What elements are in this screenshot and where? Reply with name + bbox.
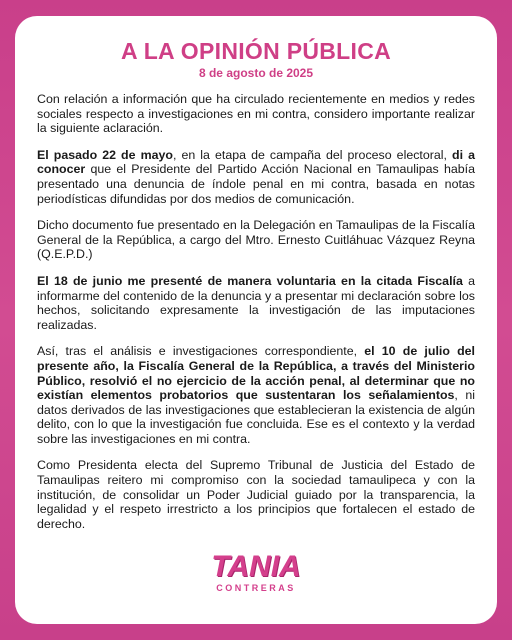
statement-paragraph — [37, 344, 475, 446]
paragraph-text: que el Presidente del Partido Acción Nacional en Tamaulipas había presentado una denuncia de índole penal en mi contra, basada en notas periodísticas difundidas por dos medios de comunicación. — [37, 162, 475, 206]
paragraph-text: , ni datos derivados de las investigaciones que establecieran la existencia de algún delito, con lo que la investigación fue concluida. Ese es el contexto y la verdad sobre las investigaciones en mi contra. — [37, 388, 475, 446]
bold-text: el 10 de julio del presente año, la Fiscalía General de la República, a través del Ministerio Público, resolvió el no ejercicio de la acción penal, al determinar que no existían elementos probatorios que sustentaran los señalamientos — [37, 344, 475, 403]
bold-text: El 18 de junio me presenté de manera voluntaria en la citada Fiscalía — [37, 273, 463, 288]
statement-card — [15, 16, 497, 624]
document-title: A LA OPINIÓN PÚBLICA — [120, 38, 392, 64]
statement-body — [37, 92, 475, 531]
bold-text: El pasado 22 de mayo — [37, 147, 173, 162]
paragraph-text: Así, tras el análisis e investigaciones correspondiente, — [37, 344, 365, 359]
statement-paragraph — [37, 274, 475, 332]
statement-paragraph — [37, 218, 475, 262]
paragraph-text: Con relación a información que ha circulado recientemente en medios y redes sociales respecto a investigaciones en mi contra, considero importante realizar la siguiente aclaración. — [37, 92, 475, 136]
logo-surname: CONTRERAS — [216, 583, 296, 593]
bold-text: di a conocer — [37, 147, 475, 177]
logo-name: TANIA — [211, 550, 301, 583]
paragraph-text: , en la etapa de campaña del proceso electoral, — [172, 147, 453, 162]
tania-contreras-logo — [0, 552, 512, 593]
paragraph-text: Como Presidenta electa del Supremo Tribunal de Justicia del Estado de Tamaulipas reitero mi compromiso con la sociedad tamaulipeca y con la institución, de consolidar un Poder Judicial guiado por la transparencia, la legalidad y el respeto irrestricto a los principios que fortalecen el estado de derecho. — [37, 458, 475, 531]
statement-paragraph — [37, 148, 475, 206]
document-date: 8 de agosto de 2025 — [198, 66, 314, 80]
paragraph-text: a informarme del contenido de la denuncia y a presentar mi declaración sobre los hechos, solicitando expresamente la investigación de las imputaciones realizadas. — [37, 273, 475, 332]
statement-paragraph — [37, 458, 475, 531]
paragraph-text: Dicho documento fue presentado en la Delegación en Tamaulipas de la Fiscalía General de la República, a cargo del Mtro. Ernesto Cuitláhuac Vázquez Reyna (Q.E.P.D.) — [37, 218, 475, 262]
statement-paragraph — [37, 92, 475, 136]
